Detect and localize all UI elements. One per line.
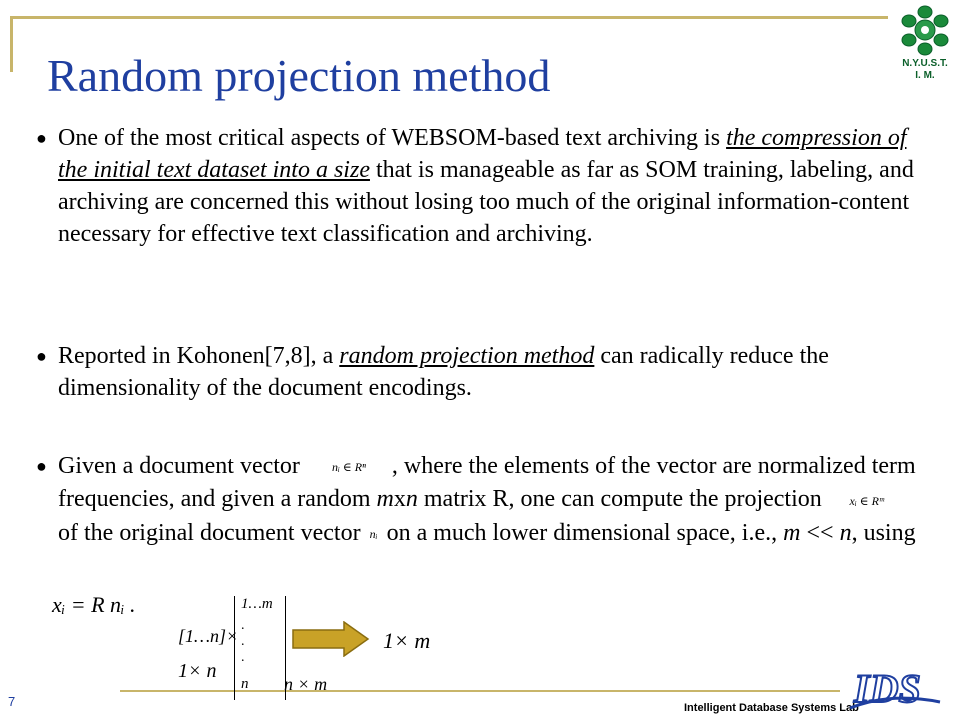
bullet-1-text: One of the most critical aspects of WEBSOM-based text archiving is the compression of the initial text dataset into a size that is manageable as far as SOM training, labeling, and archiving are concerned this without losing too much of the original information-content necessary for effective text classification and archiving. [58,125,914,247]
ids-logo-text: IDS [854,666,921,711]
matrix-dots: . . . [241,618,245,665]
top-frame-line [10,16,888,19]
bullet-1-emphasis: the compression of the initial text dataset into a size [58,125,907,183]
bullet-2-text: Reported in Kohonen[7,8], a random projection method can radically reduce the dimensionality of the document encodings. [58,343,829,401]
bullet-3 [36,450,926,550]
bullet-dot: ● [36,456,47,476]
logo-line-2: I. M. [915,70,935,81]
footer-lab-name: Intelligent Database Systems Lab [684,702,859,714]
matrix-bottom-label: n [241,676,249,692]
bottom-frame-line [120,690,840,692]
matrix-size-label: n × m [284,674,328,694]
right-arrow-icon [292,621,370,662]
math-x-in-Rm: xᵢ ∈ Rᵐ [849,493,884,508]
bullet-2 [36,340,926,404]
left-dimension: 1× n [178,660,217,682]
bullet-3-text: Given a document vector nᵢ ∈ Rⁿ , where the elements of the vector are normalized term frequencies, and given a random mxn matrix R, one can compute the projection xᵢ ∈ Rᵐ of the original document vector nᵢ on a much lower dimensional space, i.e., m << n, using [58,450,926,550]
row-vector-dim: [1…n]× [178,626,239,646]
slide-title: Random projection method [47,50,551,101]
ids-lab-logo [840,662,955,723]
bullet-2-emphasis: random projection method [339,343,595,369]
logo-line-1: N.Y.U.S.T. [902,58,948,69]
page-number: 7 [8,694,16,709]
matrix-top-label: 1…m [241,596,273,612]
left-frame-line [10,16,13,72]
result-dimension: 1× m [383,628,431,653]
projection-equation: xᵢ = R nᵢ . [52,592,136,617]
bullet-dot: ● [36,128,47,148]
math-n-in-Rn: nᵢ ∈ Rⁿ [331,460,366,475]
bullet-1 [36,122,926,250]
math-n-i: nᵢ [369,527,378,542]
bullet-dot: ● [36,346,47,366]
logo-caption [886,58,960,82]
projection-matrix [234,596,286,700]
